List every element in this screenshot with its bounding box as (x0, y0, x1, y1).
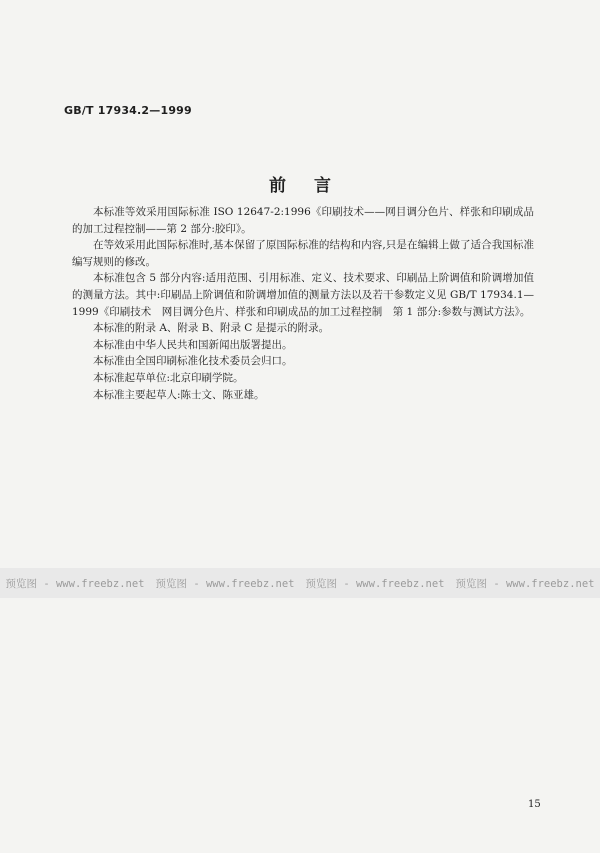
paragraph-committee: 本标准由全国印刷标准化技术委员会归口。 (93, 355, 293, 368)
page-number: 15 (528, 799, 541, 810)
watermark-text: 预览图 - www.freebz.net (5, 577, 145, 590)
paragraph-modification: 在等效采用此国际标准时,基本保留了原国际标准的结构和内容,只是在编辑上做了适合我国标准编写规则的修改。 (72, 239, 534, 268)
paragraph-drafting-unit: 本标准起草单位:北京印刷学院。 (93, 371, 244, 384)
watermark-text: 预览图 - www.freebz.net (305, 577, 445, 590)
watermark-text: 预览图 - www.freebz.net (155, 577, 295, 590)
paragraph-proposer: 本标准由中华人民共和国新闻出版署提出。 (93, 338, 293, 351)
foreword-body (72, 204, 534, 403)
paragraph-adoption: 本标准等效采用国际标准 ISO 12647-2:1996《印刷技术——网目调分色片、样张和印刷成品的加工过程控制——第 2 部分:胶印》。 (72, 206, 534, 235)
paragraph-annexes: 本标准的附录 A、附录 B、附录 C 是提示的附录。 (93, 322, 330, 335)
watermark-text: 预览图 - www.freebz.net (455, 577, 595, 590)
paragraph-contents: 本标准包含 5 部分内容:适用范围、引用标准、定义、技术要求、印刷品上阶调值和阶调增加值的测量方法。其中:印刷品上阶调值和阶调增加值的测量方法以及若干参数定义见 GB/T 17934.1—1999《印刷技术 网目调分色片、样张和印刷成品的加工过程控制 第 1 部分:参数与测试方法》。 (72, 272, 534, 318)
watermark-band (0, 568, 600, 598)
paragraph-drafters: 本标准主要起草人:陈士文、陈亚雄。 (93, 388, 265, 401)
page-title: 前言 (269, 176, 359, 196)
standard-code: GB/T 17934.2—1999 (64, 104, 192, 117)
